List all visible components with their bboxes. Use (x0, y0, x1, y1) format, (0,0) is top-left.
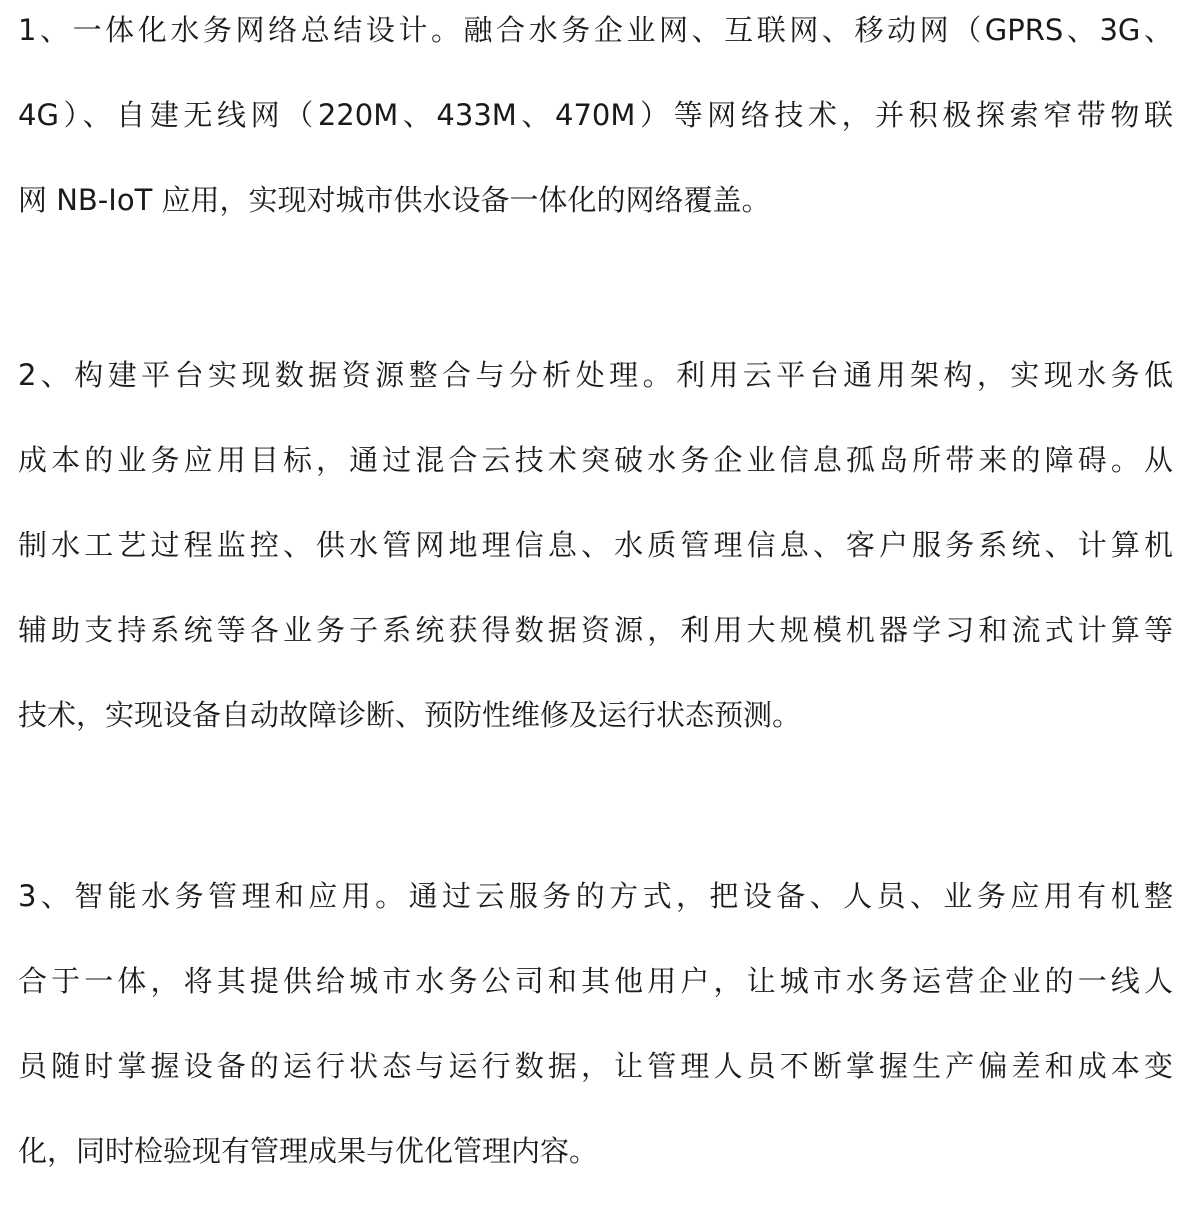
paragraph-platform-data (18, 345, 1173, 770)
text-line: 4G）、自建无线网（220M、433M、470M）等网络技术，并积极探索窄带物联 (18, 98, 1173, 132)
paragraph-smart-water-management (18, 866, 1173, 1206)
text-line: 化，同时检验现有管理成果与优化管理内容。 (18, 1134, 599, 1168)
text-line: 成本的业务应用目标，通过混合云技术突破水务企业信息孤岛所带来的障碍。从 (18, 443, 1173, 477)
text-line: 合于一体，将其提供给城市水务公司和其他用户，让城市水务运营企业的一线人 (18, 964, 1173, 998)
text-line: 辅助支持系统等各业务子系统获得数据资源，利用大规模机器学习和流式计算等 (18, 613, 1173, 647)
text-line: 制水工艺过程监控、供水管网地理信息、水质管理信息、客户服务系统、计算机 (18, 528, 1173, 562)
text-line: 3、智能水务管理和应用。通过云服务的方式，把设备、人员、业务应用有机整 (18, 879, 1173, 913)
text-line: 技术，实现设备自动故障诊断、预防性维修及运行状态预测。 (18, 698, 802, 732)
paragraph-network-design (18, 0, 1173, 255)
text-line: 网 NB-IoT 应用，实现对城市供水设备一体化的网络覆盖。 (18, 183, 771, 217)
text-line: 员随时掌握设备的运行状态与运行数据，让管理人员不断掌握生产偏差和成本变 (18, 1049, 1173, 1083)
text-line: 2、构建平台实现数据资源整合与分析处理。利用云平台通用架构，实现水务低 (18, 358, 1173, 392)
text-line: 1、一体化水务网络总结设计。融合水务企业网、互联网、移动网（GPRS、3G、 (18, 13, 1173, 47)
